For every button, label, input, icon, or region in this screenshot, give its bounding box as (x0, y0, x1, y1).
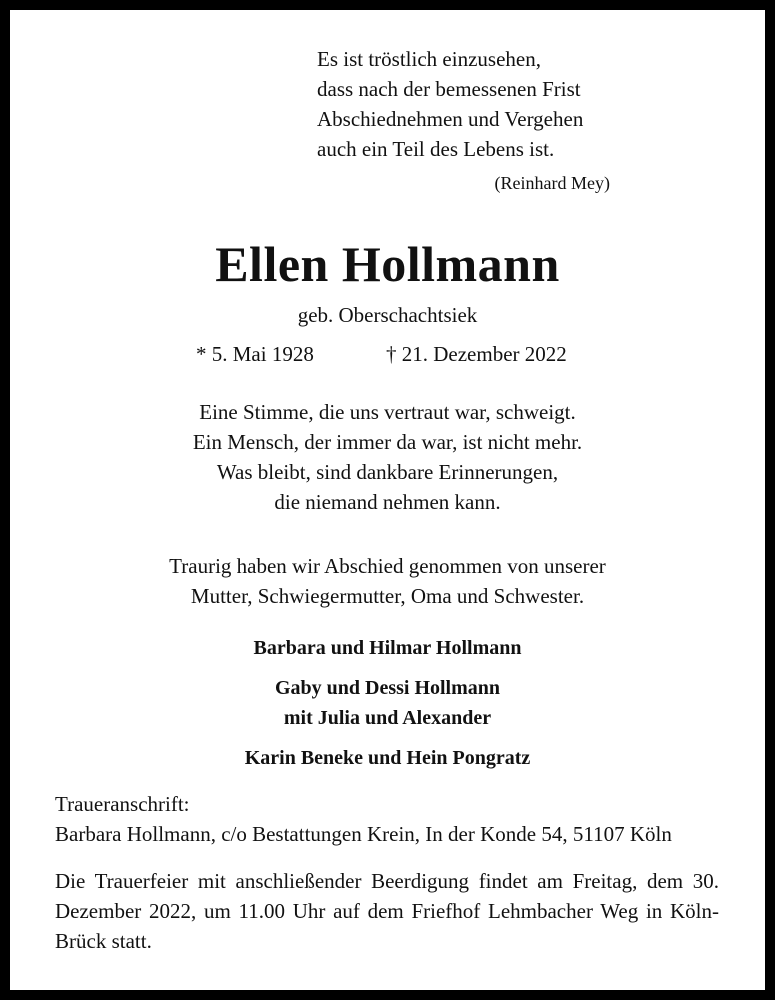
maiden-name: geb. Oberschachtsiek (297, 303, 478, 327)
farewell-line: Mutter, Schwiegermutter, Oma und Schwester. (190, 584, 585, 608)
address-text: Barbara Hollmann, c/o Bestattungen Krein, In der Konde 54, 51107 Köln (55, 822, 672, 846)
mourner-group (0, 673, 775, 733)
verse-line: Was bleibt, sind dankbare Erinnerungen, (216, 460, 559, 484)
mourner-group (0, 633, 775, 663)
address-label: Traueranschrift: (55, 792, 190, 816)
mourner-group (0, 743, 775, 773)
poem-author: (Reinhard Mey) (494, 173, 610, 193)
farewell-text (0, 551, 775, 611)
mourner-line: Karin Beneke und Hein Pongratz (244, 747, 531, 769)
verse-line: Eine Stimme, die uns vertraut war, schweigt. (199, 400, 576, 424)
poem-line: dass nach der bemessenen Frist (317, 77, 581, 101)
death-date: † 21. Dezember 2022 (386, 342, 567, 366)
poem-line: auch ein Teil des Lebens ist. (317, 137, 555, 161)
memorial-verse (0, 397, 775, 517)
mourning-address (55, 789, 725, 849)
mourners-list (0, 633, 775, 783)
poem-line: Es ist tröstlich einzusehen, (317, 47, 541, 71)
funeral-details: Die Trauerfeier mit anschließender Beerdigung findet am Freitag, dem 30. Dezember 2022, um 11.00 Uhr auf dem Friefhof Lehmbacher Weg in Köln-Brück statt. (55, 869, 719, 953)
farewell-line: Traurig haben wir Abschied genommen von unserer (169, 554, 606, 578)
opening-poem (317, 44, 717, 164)
mourner-line: Barbara und Hilmar Hollmann (253, 637, 522, 659)
verse-line: die niemand nehmen kann. (274, 490, 501, 514)
verse-line: Ein Mensch, der immer da war, ist nicht mehr. (192, 430, 583, 454)
birth-date: * 5. Mai 1928 (196, 342, 314, 366)
mourner-line: Gaby und Dessi Hollmann (274, 677, 501, 699)
deceased-name: Ellen Hollmann (215, 236, 560, 292)
poem-line: Abschiednehmen und Vergehen (317, 107, 584, 131)
mourner-line: mit Julia und Alexander (283, 707, 492, 729)
